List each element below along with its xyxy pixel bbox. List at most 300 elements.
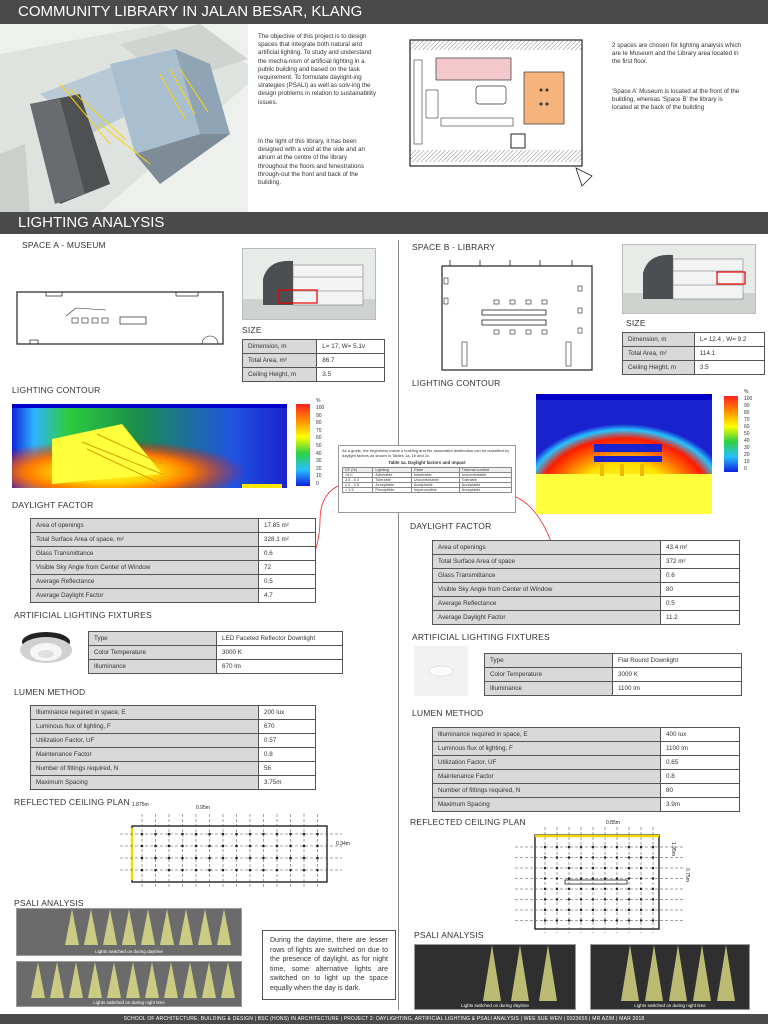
table-row xyxy=(243,340,385,354)
rcp-light-point xyxy=(141,857,144,860)
rcp-light-point xyxy=(616,867,618,869)
table-cell: 3.5 - 6.0 xyxy=(343,478,373,483)
legend-tick-label: 20 xyxy=(744,452,750,458)
table-cell: Ceiling Height, m xyxy=(623,361,695,375)
table-cell: Thermal comfort xyxy=(459,468,511,473)
rcp-light-point xyxy=(616,919,618,921)
rcp-light-point xyxy=(249,869,252,872)
rcp-light-point xyxy=(568,867,570,869)
rcp-light-point xyxy=(181,869,184,872)
space-b-psali-day xyxy=(414,944,576,1010)
rcp-light-point xyxy=(154,857,157,860)
rcp-light-point xyxy=(556,909,558,911)
rcp-light-point xyxy=(222,833,225,836)
rcp-light-point xyxy=(168,845,171,848)
led-downlight-icon xyxy=(16,628,76,672)
rcp-light-point xyxy=(640,867,642,869)
table-cell: Acceptable xyxy=(373,483,412,488)
rcp-light-point xyxy=(604,888,606,890)
table-cell: Acceptable xyxy=(411,483,459,488)
rcp-light-point xyxy=(289,845,292,848)
rcp-light-point xyxy=(628,856,630,858)
table-cell: 670 xyxy=(259,720,316,734)
rcp-light-point xyxy=(640,898,642,900)
rcp-light-point xyxy=(276,845,279,848)
legend-tick-label: 30 xyxy=(744,445,750,451)
space-a-size-label: SIZE xyxy=(242,325,262,335)
space-b-fixtures-label: ARTIFICIAL LIGHTING FIXTURES xyxy=(412,632,550,642)
table-cell: 2.0 - 3.5 xyxy=(343,483,373,488)
rcp-light-point xyxy=(592,867,594,869)
space-a-lighting-contour xyxy=(12,404,287,488)
space-b-size-label: SIZE xyxy=(626,318,646,328)
intro-right-paragraph-2: 'Space A' Museum is located at the front of the building, whereas 'Space B' the library is located at the back of the building xyxy=(612,88,740,112)
table-cell: Glass Transmittance xyxy=(433,569,661,583)
rcp-light-point xyxy=(208,869,211,872)
table-cell: Color Temperature xyxy=(485,668,613,682)
legend-tick-label: 90 xyxy=(744,403,750,409)
space-b-plan xyxy=(440,258,596,374)
table-cell: 3000 K xyxy=(613,668,742,682)
rcp-light-point xyxy=(616,846,618,848)
legend-tick-label: 100 xyxy=(744,396,753,402)
rcp-light-point xyxy=(556,898,558,900)
rcp-light-point xyxy=(556,846,558,848)
table-cell: Uncomfortable xyxy=(459,473,511,478)
table-row xyxy=(31,575,316,589)
rcp-light-point xyxy=(568,919,570,921)
table-cell: Acceptable xyxy=(459,483,511,488)
table-cell: Lighting xyxy=(373,468,412,473)
space-b-title: SPACE B - LIBRARY xyxy=(412,242,496,252)
light-cone xyxy=(217,909,231,945)
table-cell: Maintenance Factor xyxy=(433,770,661,784)
rcp-light-point xyxy=(652,898,654,900)
light-cone xyxy=(50,962,64,998)
space-a-psali-label: PSALI ANALYSIS xyxy=(14,898,84,908)
rcp-light-point xyxy=(235,833,238,836)
light-cone xyxy=(198,909,212,945)
space-a-lumen-table xyxy=(30,705,316,790)
table-cell: Maintenance Factor xyxy=(31,748,259,762)
rcp-light-point xyxy=(195,845,198,848)
rcp-light-point xyxy=(652,877,654,879)
space-b-lumen-table xyxy=(432,727,740,812)
legend-tick-label: 80 xyxy=(744,410,750,416)
table-cell: 0.6 xyxy=(259,547,316,561)
table-cell: 72 xyxy=(259,561,316,575)
space-a-legend-labels xyxy=(316,405,336,489)
legend-tick-label: 40 xyxy=(744,438,750,444)
rcp-light-point xyxy=(181,857,184,860)
rcp-light-point xyxy=(616,856,618,858)
rcp-light-point xyxy=(208,833,211,836)
psali-caption: Lights switched on during daytime xyxy=(95,949,163,954)
table-row xyxy=(433,742,740,756)
space-a-plan xyxy=(16,288,226,350)
table-row xyxy=(433,569,740,583)
table-row xyxy=(433,611,740,625)
table-cell: < 1.5 xyxy=(343,488,373,493)
rcp-light-point xyxy=(568,856,570,858)
table-cell: 0.8 xyxy=(661,770,740,784)
rcp-light-point xyxy=(592,898,594,900)
rcp-light-point xyxy=(556,888,558,890)
space-a-lumen-label: LUMEN METHOD xyxy=(14,687,86,697)
rcp-light-point xyxy=(208,845,211,848)
table-row xyxy=(485,682,742,696)
table-cell: Illuminance required in space, E xyxy=(31,706,259,720)
rcp-light-point xyxy=(303,857,306,860)
table-cell: 0.8 xyxy=(259,748,316,762)
rcp-light-point xyxy=(544,898,546,900)
rcp-light-point xyxy=(195,833,198,836)
table-cell: Admirable xyxy=(373,473,412,478)
daylight-factor-reference-table xyxy=(338,445,516,513)
rcp-light-point xyxy=(289,869,292,872)
table-row xyxy=(31,533,316,547)
rcp-light-point xyxy=(652,888,654,890)
rcp-light-point xyxy=(195,857,198,860)
legend-tick-label: 90 xyxy=(316,412,322,419)
space-a-contour-label: LIGHTING CONTOUR xyxy=(12,385,101,395)
rcp-light-point xyxy=(580,909,582,911)
table-cell: 3.75m xyxy=(259,776,316,790)
table-row xyxy=(433,784,740,798)
rcp-light-point xyxy=(262,869,265,872)
rcp-light-point xyxy=(141,845,144,848)
space-b-psali-label: PSALI ANALYSIS xyxy=(414,930,484,940)
table-row xyxy=(31,589,316,603)
table-cell: Dimension, m xyxy=(243,340,317,354)
table-cell: 670 lm xyxy=(217,660,343,674)
table-cell: 80 xyxy=(661,784,740,798)
table-cell: 0.57 xyxy=(259,734,316,748)
legend-tick-label: 50 xyxy=(316,442,322,449)
table-cell: Ceiling Height, m xyxy=(243,368,317,382)
table-cell: 3.5 xyxy=(694,361,764,375)
rcp-light-point xyxy=(544,867,546,869)
table-cell: Illuminance required in space, E xyxy=(433,728,661,742)
rcp-light-point xyxy=(616,909,618,911)
space-a-daylight-factor-label: DAYLIGHT FACTOR xyxy=(12,500,94,510)
rcp-light-point xyxy=(276,869,279,872)
rcp-light-point xyxy=(640,888,642,890)
table-row xyxy=(89,660,343,674)
table-row xyxy=(485,668,742,682)
space-b-rcp-dim-1: 0.85m xyxy=(606,820,620,826)
rcp-light-point xyxy=(580,919,582,921)
rcp-light-point xyxy=(262,845,265,848)
rcp-light-point xyxy=(640,909,642,911)
rcp-light-point xyxy=(640,856,642,858)
rcp-furniture xyxy=(565,880,627,884)
rcp-light-point xyxy=(276,857,279,860)
rcp-light-point xyxy=(249,833,252,836)
light-cone xyxy=(141,909,155,945)
rcp-light-point xyxy=(154,833,157,836)
light-cone xyxy=(693,945,711,1001)
space-a-fixtures-label: ARTIFICIAL LIGHTING FIXTURES xyxy=(14,610,152,620)
rcp-light-point xyxy=(628,888,630,890)
table-cell: Acceptable xyxy=(459,488,511,493)
rcp-light-point xyxy=(604,867,606,869)
table-cell: 0.65 xyxy=(661,756,740,770)
light-cone xyxy=(88,962,102,998)
rcp-light-point xyxy=(604,898,606,900)
legend-tick-label: 30 xyxy=(316,458,322,465)
table-cell: Dimension, m xyxy=(623,333,695,347)
table-row xyxy=(31,776,316,790)
table-cell: 0.6 xyxy=(661,569,740,583)
space-b-psali-night xyxy=(590,944,750,1010)
space-a-rcp-label: REFLECTED CEILING PLAN xyxy=(14,797,130,807)
rcp-light-point xyxy=(640,919,642,921)
rcp-outline xyxy=(535,835,659,929)
light-cone xyxy=(164,962,178,998)
rcp-light-point xyxy=(628,909,630,911)
rcp-light-point xyxy=(652,856,654,858)
table-cell: LED Faceted Reflector Downlight xyxy=(217,632,343,646)
table-row xyxy=(243,368,385,382)
rcp-light-point xyxy=(235,845,238,848)
legend-tick-label: 50 xyxy=(744,431,750,437)
table-row xyxy=(89,646,343,660)
table-cell: Total Surface Area of space, m² xyxy=(31,533,259,547)
table-cell: Type xyxy=(485,654,613,668)
light-cone xyxy=(179,909,193,945)
reference-table-grid xyxy=(342,467,512,493)
table-cell: DF (%) xyxy=(343,468,373,473)
light-cone xyxy=(621,945,639,1001)
rcp-light-point xyxy=(303,845,306,848)
table-cell: 86.7 xyxy=(317,354,385,368)
rcp-light-point xyxy=(568,846,570,848)
table-row xyxy=(433,583,740,597)
rcp-light-point xyxy=(141,833,144,836)
table-cell: Illuminance xyxy=(485,682,613,696)
rcp-light-point xyxy=(652,919,654,921)
rcp-light-point xyxy=(628,867,630,869)
space-b-section-thumbnail xyxy=(622,244,756,314)
table-cell: >6.0 xyxy=(343,473,373,478)
legend-tick-label: 10 xyxy=(744,459,750,465)
rcp-light-point xyxy=(592,846,594,848)
table-cell: 4.7 xyxy=(259,589,316,603)
table-cell: Total Surface Area of space xyxy=(433,555,661,569)
rcp-light-point xyxy=(195,869,198,872)
table-cell: Type xyxy=(89,632,217,646)
table-row xyxy=(343,488,512,493)
light-cone xyxy=(202,962,216,998)
rcp-light-point xyxy=(168,833,171,836)
table-cell: 328.1 m² xyxy=(259,533,316,547)
table-cell: Color Temperature xyxy=(89,646,217,660)
space-b-rcp-dim-3: 0.75m xyxy=(684,868,690,882)
rcp-light-point xyxy=(303,833,306,836)
building-render-image xyxy=(0,24,248,212)
light-cone xyxy=(183,962,197,998)
rcp-light-point xyxy=(556,867,558,869)
space-b-fixtures-table xyxy=(484,653,742,696)
light-cone xyxy=(669,945,687,1001)
rcp-light-point xyxy=(222,857,225,860)
table-row xyxy=(31,519,316,533)
table-cell: Tolerable xyxy=(373,478,412,483)
rcp-light-point xyxy=(568,909,570,911)
table-cell: 3000 K xyxy=(217,646,343,660)
rcp-light-point xyxy=(628,898,630,900)
table-cell: Average Daylight Factor xyxy=(433,611,661,625)
psali-note: During the daytime, there are lesser rows of lights are switched on due to the presence of daylight, as for night time, some alternative lights are switched on to light up the space equally when the day is dark. xyxy=(262,930,396,1000)
table-cell: 400 lux xyxy=(661,728,740,742)
table-cell: Utilization Factor, UF xyxy=(31,734,259,748)
rcp-light-point xyxy=(544,846,546,848)
psali-caption: Lights switched on during daytime xyxy=(461,1003,529,1008)
rcp-light-point xyxy=(208,857,211,860)
table-row xyxy=(433,541,740,555)
table-cell: Illuminance xyxy=(89,660,217,674)
space-b-lumen-label: LUMEN METHOD xyxy=(412,708,484,718)
rcp-light-point xyxy=(604,846,606,848)
rcp-light-point xyxy=(544,856,546,858)
space-a-daylight-factor-table xyxy=(30,518,316,603)
table-row xyxy=(31,547,316,561)
table-cell: Total Area, m² xyxy=(243,354,317,368)
legend-tick-label: 0 xyxy=(744,466,747,472)
table-cell: L= 12.4 , W= 9.2 xyxy=(694,333,764,347)
legend-tick-label: 100 xyxy=(316,405,325,411)
legend-tick-label: 0 xyxy=(316,480,319,487)
space-b-rcp-label: REFLECTED CEILING PLAN xyxy=(410,817,526,827)
space-b-reflected-ceiling-plan xyxy=(515,825,695,933)
table-cell: Imperceptible xyxy=(411,488,459,493)
rcp-light-point xyxy=(222,845,225,848)
rcp-light-point xyxy=(316,857,319,860)
space-a-legend-bar xyxy=(296,404,310,486)
space-b-legend-labels xyxy=(744,396,764,473)
space-a-reflected-ceiling-plan xyxy=(120,808,350,888)
space-a-rcp-dim-2: 0.95m xyxy=(196,805,210,811)
table-row xyxy=(433,756,740,770)
space-b-legend-bar xyxy=(724,396,738,472)
intro-paragraph-2: In the light of this library, it has been designed with a void at the side and an atrium at the centre of the library throughout the floors and fenestrations through-out the front and back of the building. xyxy=(258,138,365,187)
table-cell: Visible Sky Angle from Center of Window xyxy=(31,561,259,575)
table-cell: Number of fittings required, N xyxy=(433,784,661,798)
rcp-light-point xyxy=(640,877,642,879)
rcp-light-point xyxy=(154,845,157,848)
light-cone xyxy=(145,962,159,998)
rcp-light-point xyxy=(616,877,618,879)
rcp-light-point xyxy=(316,845,319,848)
table-cell: Luminous flux of lighting, F xyxy=(31,720,259,734)
table-row xyxy=(89,632,343,646)
space-b-size-table xyxy=(622,332,765,375)
rcp-light-point xyxy=(154,869,157,872)
psali-caption: Lights switched on during night time xyxy=(634,1003,706,1008)
legend-tick-label: 60 xyxy=(744,424,750,430)
rcp-light-point xyxy=(604,877,606,879)
space-a-section-thumbnail xyxy=(242,248,376,320)
rcp-light-point xyxy=(316,869,319,872)
legend-tick-label: 20 xyxy=(316,465,322,472)
table-cell: 17.85 m² xyxy=(259,519,316,533)
rcp-light-point xyxy=(580,877,582,879)
table-cell: 80 xyxy=(661,583,740,597)
rcp-light-point xyxy=(628,877,630,879)
space-a-size-table xyxy=(242,339,385,382)
table-cell: Average Daylight Factor xyxy=(31,589,259,603)
light-cone xyxy=(84,909,98,945)
table-row xyxy=(433,798,740,812)
table-row xyxy=(623,347,765,361)
table-cell: Area of openings xyxy=(433,541,661,555)
rcp-light-point xyxy=(592,919,594,921)
rcp-light-point xyxy=(235,857,238,860)
table-row xyxy=(433,770,740,784)
rcp-light-point xyxy=(556,877,558,879)
legend-tick-label: 10 xyxy=(316,473,322,480)
legend-tick-label: 70 xyxy=(316,427,322,434)
table-cell: Number of fittings required, N xyxy=(31,762,259,776)
rcp-light-point xyxy=(604,919,606,921)
table-cell: Maximum Spacing xyxy=(31,776,259,790)
rcp-light-point xyxy=(181,845,184,848)
table-row xyxy=(623,333,765,347)
rcp-light-point xyxy=(580,846,582,848)
rcp-light-point xyxy=(568,898,570,900)
table-row xyxy=(31,706,316,720)
space-b-daylight-factor-table xyxy=(432,540,740,625)
table-cell: Average Reflectance xyxy=(31,575,259,589)
rcp-light-point xyxy=(168,857,171,860)
rcp-light-point xyxy=(222,869,225,872)
table-cell: 0.5 xyxy=(661,597,740,611)
table-cell: 11.2 xyxy=(661,611,740,625)
rcp-outline xyxy=(132,826,327,882)
light-cone xyxy=(221,962,235,998)
footer: SCHOOL OF ARCHITECTURE, BUILDING & DESIGN | BSC (HONS) IN ARCHITECTURE | PROJECT 2: DAYLIGHTING, ARTIFICIAL LIGHTING & PSALI ANALYSIS | WEE SUE WEN | 0323655 | MR AZIM | MAR 2018 xyxy=(0,1014,768,1024)
rcp-light-point xyxy=(544,888,546,890)
table-cell: 3.9m xyxy=(661,798,740,812)
rcp-light-point xyxy=(544,919,546,921)
rcp-light-point xyxy=(568,888,570,890)
table-row xyxy=(433,728,740,742)
rcp-light-point xyxy=(592,909,594,911)
table-cell: Uncomfortable xyxy=(411,478,459,483)
rcp-light-point xyxy=(652,867,654,869)
light-cone xyxy=(103,909,117,945)
light-cone xyxy=(160,909,174,945)
column-divider xyxy=(398,240,399,1010)
rcp-light-point xyxy=(580,856,582,858)
rcp-light-point xyxy=(262,833,265,836)
rcp-light-point xyxy=(168,869,171,872)
legend-tick-label: 70 xyxy=(744,417,750,423)
table-row xyxy=(31,748,316,762)
light-cone xyxy=(126,962,140,998)
table-cell: Flat Round Downlight xyxy=(613,654,742,668)
section-band-lighting-analysis: LIGHTING ANALYSIS xyxy=(0,212,768,234)
rcp-light-point xyxy=(592,856,594,858)
space-a-psali-night xyxy=(16,961,242,1007)
light-cone xyxy=(107,962,121,998)
space-a-fixtures-table xyxy=(88,631,343,674)
table-cell: Total Area, m² xyxy=(623,347,695,361)
rcp-light-point xyxy=(544,909,546,911)
intro-right-paragraph-1: 2 spaces are chosen for lighting analysis which are te Museum and the Library area located in the first floor. xyxy=(612,42,741,66)
rcp-light-point xyxy=(181,833,184,836)
